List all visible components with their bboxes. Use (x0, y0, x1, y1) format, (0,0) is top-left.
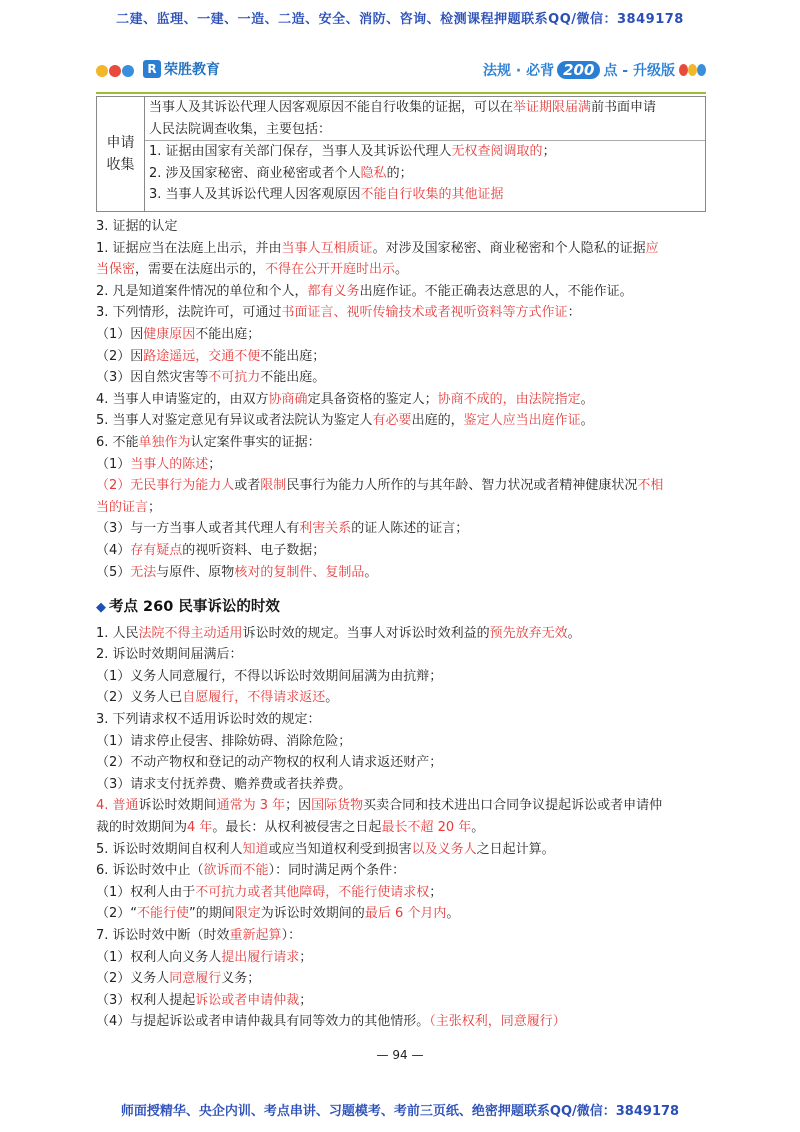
text-line (96, 925, 710, 947)
text-line (96, 860, 710, 882)
text-segment: 诉讼时效期间 (138, 798, 217, 814)
highlight-text: （2）无民事行为能力人 (96, 478, 235, 494)
highlight-text: 预先放弃无效 (489, 625, 568, 641)
text-line (96, 666, 710, 688)
section-heading (96, 597, 710, 619)
header-title (483, 60, 706, 80)
highlight-text: 鉴定人应当出庭作证 (463, 413, 581, 429)
highlight-text: 不相 (637, 478, 664, 494)
highlight-text: 当事人的陈述 (130, 456, 209, 472)
highlight-text: 协商确 (268, 391, 308, 407)
text-segment: ； (542, 144, 556, 159)
bottom-banner: 师面授精华、央企内训、考点串讲、习题模考、考前三页纸、绝密押题联系QQ/微信：3849178 (120, 1104, 680, 1119)
text-segment: 3. 下列请求权不适用诉讼时效的规定： (96, 712, 321, 728)
text-segment: 的视听资料、电子数据； (182, 542, 326, 558)
logo-icon: R (143, 60, 161, 78)
text-segment: 1. 证据由国家有关部门保存，当事人及其诉讼代理人 (149, 144, 452, 159)
top-banner: 二建、监理、一建、一造、二造、安全、消防、咨询、检测课程押题联系QQ/微信：3849178 (116, 12, 684, 27)
text-line (96, 562, 710, 584)
highlight-text: 单独作为 (138, 434, 191, 450)
section-title: 考点 260 民事诉讼的时效 (109, 599, 280, 616)
text-segment: ； (299, 992, 313, 1008)
highlight-text: 通常为 3 年 (216, 798, 286, 814)
highlight-text: 不得在公开开庭时出示 (265, 262, 396, 278)
highlight-text: 核对的复制件、复制品 (234, 564, 365, 580)
text-line (96, 731, 710, 753)
text-segment: 不能出庭； (260, 348, 326, 364)
text-line (96, 623, 710, 645)
text-segment: （1）因 (96, 326, 144, 342)
text-segment: 。 (567, 625, 581, 641)
highlight-text: 法院不得主动适用 (138, 625, 243, 641)
highlight-text: 存有疑点 (130, 542, 183, 558)
text-segment: 当事人及其诉讼代理人因客观原因不能自行收集的证据，可以在 (149, 100, 514, 115)
highlight-text: 4 年 (187, 820, 213, 836)
text-segment: （3）因自然灾害等 (96, 370, 209, 386)
text-segment: 或者 (234, 478, 261, 494)
highlight-text: （主张权利，同意履行） (429, 1014, 566, 1030)
apply-collect-table (96, 96, 706, 212)
text-line (96, 346, 710, 368)
text-segment: 为诉讼时效期间的 (260, 906, 365, 922)
text-segment: （1）权利人向义务人 (96, 949, 222, 965)
highlight-text: 书面证言、视听传输技术或者视听资料等方式作证 (281, 305, 568, 321)
highlight-text: 最长不超 20 年 (381, 820, 472, 836)
text-segment: 7. 诉讼时效中断（时效 (96, 928, 230, 943)
highlight-text: 隐私 (360, 165, 387, 181)
highlight-text: 4. 普通 (96, 798, 139, 814)
text-segment: （3）请求支付抚养费、赡养费或者扶养费。 (96, 776, 352, 792)
page-number: — 94 — (376, 1048, 424, 1062)
highlight-text: 不能自行收集的其他证据 (360, 187, 504, 202)
text-line (96, 324, 710, 346)
text-segment: （2）不动产物权和登记的动产物权的权利人请求返还财产； (96, 755, 443, 771)
highlight-text: 应 (645, 240, 659, 256)
text-line (96, 475, 710, 497)
text-line (96, 644, 710, 666)
evidence-section (96, 216, 710, 583)
text-segment: 出庭的， (411, 413, 464, 429)
text-segment: 人民法院调查收集，主要包括： (149, 121, 332, 137)
text-line (96, 752, 710, 774)
text-segment: 。 (580, 391, 594, 407)
highlight-text: 知道 (242, 841, 269, 857)
text-segment: 或应当知道权利受到损害 (268, 841, 412, 857)
text-segment: 3. 下列情形，法院许可，可通过 (96, 305, 282, 321)
main-content (96, 216, 710, 1033)
highlight-text: 提出履行请求 (221, 949, 300, 965)
text-line (96, 1011, 710, 1033)
text-line (96, 795, 710, 817)
text-segment: 2. 涉及国家秘密、商业秘密或者个人 (149, 165, 361, 181)
text-segment: 之日起计算。 (476, 841, 555, 857)
title-number: 200 (557, 61, 600, 79)
text-segment: ”的期间 (189, 906, 235, 922)
text-segment: 。 (471, 820, 485, 836)
text-segment: （2）因 (96, 348, 144, 364)
text-segment: ；因 (285, 798, 312, 814)
text-line (96, 990, 710, 1012)
text-segment: 裁的时效期间为 (96, 820, 188, 836)
highlight-text: 国际货物 (311, 798, 364, 814)
text-segment: 与原件、原物 (156, 564, 235, 580)
text-line (96, 410, 710, 432)
text-segment: （3）权利人提起 (96, 992, 196, 1008)
text-line (96, 882, 710, 904)
highlight-text: 健康原因 (143, 326, 196, 342)
text-segment: 1. 人民 (96, 625, 139, 641)
text-segment: （2）义务人已 (96, 690, 183, 706)
text-segment: 2. 凡是知道案件情况的单位和个人， (96, 283, 308, 299)
highlight-text: 自愿履行，不得请求返还 (182, 690, 326, 706)
text-line (96, 518, 710, 540)
highlight-text: 最后 6 个月内 (364, 906, 447, 922)
text-line (96, 497, 710, 519)
text-segment: 。 (395, 262, 409, 278)
text-line (145, 97, 705, 119)
highlight-text: 当的证言 (96, 499, 149, 515)
highlight-text: 不可抗力或者其他障碍，不能行使请求权 (195, 884, 430, 900)
table-body (145, 97, 705, 211)
text-segment: 。 (580, 413, 594, 429)
highlight-text: 限制 (260, 478, 287, 494)
limitation-section (96, 623, 710, 1033)
header-dots (679, 62, 706, 78)
highlight-text: 当保密 (96, 262, 136, 278)
text-segment: 6. 诉讼时效中止（ (96, 863, 204, 879)
text-line (96, 389, 710, 411)
text-line (96, 259, 710, 281)
text-line (96, 367, 710, 389)
text-segment: （3）与一方当事人或者其代理人有 (96, 521, 300, 537)
text-line (96, 817, 710, 839)
text-segment: 。 (364, 564, 378, 580)
text-segment: 出庭作证。不能正确表达意思的人，不能作证。 (359, 283, 633, 299)
highlight-text: 欲诉而不能 (203, 863, 269, 879)
text-line (145, 184, 705, 206)
text-segment: ； (429, 884, 443, 900)
text-line (145, 163, 705, 185)
title-suffix: 点 - 升级版 (603, 63, 675, 79)
text-segment: 4. 当事人申请鉴定的，由双方 (96, 391, 269, 407)
text-segment: 。对涉及国家秘密、商业秘密和个人隐私的证据 (372, 240, 646, 256)
text-line (96, 540, 710, 562)
text-segment: ； (208, 456, 222, 472)
text-line (96, 839, 710, 861)
text-segment: 1. 证据应当在法庭上出示，并由 (96, 240, 282, 256)
text-segment: （1）义务人同意履行，不得以诉讼时效期间届满为由抗辩； (96, 668, 443, 684)
text-line (96, 432, 710, 454)
diamond-icon: ◆ (96, 600, 106, 616)
text-segment: 定具备资格的鉴定人； (307, 391, 438, 407)
highlight-text: 诉讼或者申请仲裁 (195, 992, 300, 1008)
text-line (96, 216, 710, 238)
text-segment: 5. 诉讼时效期间自权利人 (96, 841, 243, 857)
text-line (96, 709, 710, 731)
text-segment: 2. 诉讼时效期间届满后： (96, 647, 243, 663)
text-segment: 5. 当事人对鉴定意见有异议或者法院认为鉴定人 (96, 413, 373, 429)
text-segment: ； (148, 499, 162, 515)
text-segment: 认定案件事实的证据： (190, 434, 321, 450)
text-segment: （4） (96, 542, 131, 558)
text-segment: ； (299, 949, 313, 965)
brand-logo (140, 58, 223, 80)
text-line (96, 968, 710, 990)
text-segment: ）：同时满足两个条件： (268, 863, 406, 879)
text-segment: 6. 不能 (96, 434, 139, 450)
text-segment: （4）与提起诉讼或者申请仲裁具有同等效力的其他情形。 (96, 1014, 430, 1030)
text-segment: 的； (386, 165, 413, 181)
text-segment: 义务； (221, 971, 261, 987)
text-line (96, 774, 710, 796)
table-label: 申请收集 (97, 97, 145, 211)
highlight-text: 不能行使 (137, 906, 190, 922)
text-segment: 买卖合同和技术进出口合同争议提起诉讼或者申请仲 (363, 798, 663, 814)
text-segment: 3. 证据的认定 (96, 219, 178, 234)
text-segment: ： (567, 305, 581, 321)
highlight-text: 无权查阅调取的 (451, 144, 543, 159)
highlight-text: 不可抗力 (208, 370, 261, 386)
highlight-text: 路途遥远，交通不便 (143, 348, 261, 364)
title-prefix: 法规 · 必背 (483, 63, 555, 79)
highlight-text: 无法 (130, 564, 157, 580)
text-line (145, 119, 705, 141)
text-segment: （1）请求停止侵害、排除妨碍、消除危险； (96, 733, 352, 749)
text-segment: 不能出庭； (195, 326, 261, 342)
text-line (96, 903, 710, 925)
text-line (96, 302, 710, 324)
logo-text: 荣胜教育 (164, 62, 220, 78)
highlight-text: 利害关系 (299, 521, 352, 537)
highlight-text: 限定 (234, 906, 261, 922)
text-segment: 不能出庭。 (260, 370, 326, 386)
text-segment: 民事行为能力人所作的与其年龄、智力状况或者精神健康状况 (286, 478, 638, 494)
decor-dots (96, 60, 135, 80)
highlight-text: 协商不成的，由法院指定 (437, 391, 581, 407)
text-line (145, 140, 705, 163)
text-line (96, 281, 710, 303)
highlight-text: 有必要 (372, 413, 412, 429)
text-line (96, 238, 710, 260)
text-segment: 。 (325, 690, 339, 706)
text-line (96, 687, 710, 709)
text-segment: 。 (446, 906, 460, 922)
text-segment: （2）“ (96, 906, 138, 922)
text-segment: （1）权利人由于 (96, 884, 196, 900)
text-segment: 前书面申请 (591, 100, 657, 115)
text-segment: ，需要在法庭出示的， (135, 262, 266, 278)
highlight-text: 重新起算 (229, 928, 282, 943)
highlight-text: 同意履行 (169, 971, 222, 987)
highlight-text: 都有义务 (307, 283, 360, 299)
text-segment: （2）义务人 (96, 971, 170, 987)
text-line (96, 947, 710, 969)
page-header (96, 52, 706, 94)
text-segment: ）： (281, 928, 302, 943)
highlight-text: 以及义务人 (411, 841, 477, 857)
text-segment: 的证人陈述的证言； (351, 521, 469, 537)
text-line (96, 454, 710, 476)
text-segment: 。最长：从权利被侵害之日起 (212, 820, 382, 836)
text-segment: （5） (96, 564, 131, 580)
highlight-text: 举证期限届满 (513, 100, 592, 115)
highlight-text: 当事人互相质证 (281, 240, 373, 256)
text-segment: （1） (96, 456, 131, 472)
text-segment: 诉讼时效的规定。当事人对诉讼时效利益的 (242, 625, 490, 641)
text-segment: 3. 当事人及其诉讼代理人因客观原因 (149, 187, 361, 202)
